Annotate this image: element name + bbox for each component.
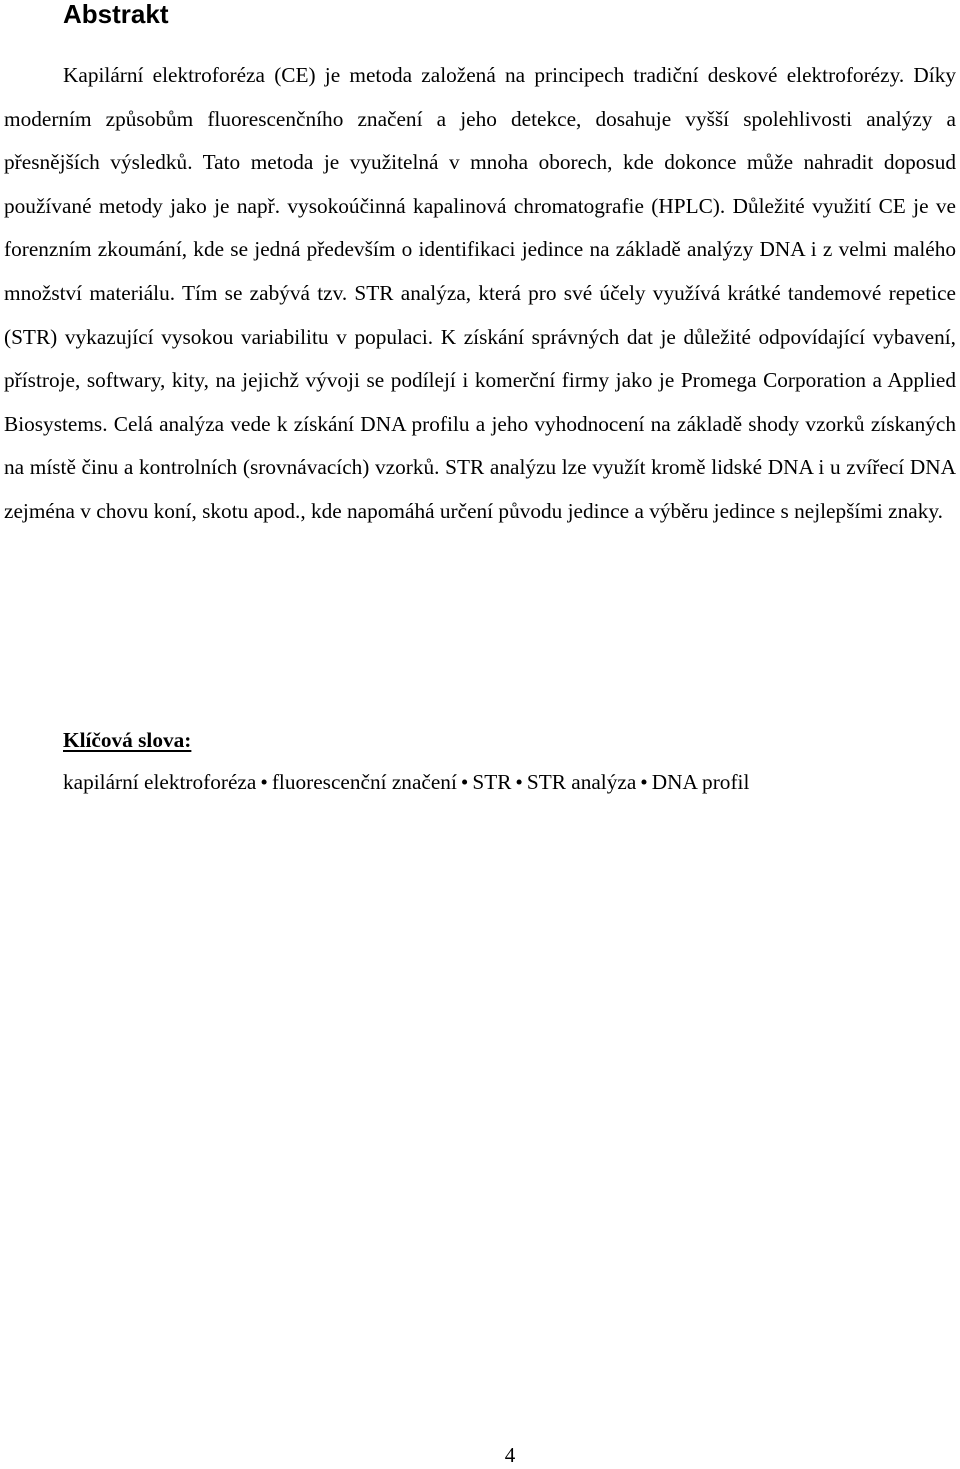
keyword-separator: • [260, 770, 268, 794]
keyword-separator: • [515, 770, 523, 794]
keyword-separator: • [640, 770, 648, 794]
keyword: fluorescenční značení [271, 770, 457, 794]
section-heading: Abstrakt [63, 0, 169, 29]
keyword: STR [472, 770, 512, 794]
abstract-paragraph: Kapilární elektroforéza (CE) je metoda založená na principech tradiční deskové elektroforézy. Díky moderním způsobům fluorescenčního značení a jeho detekce, dosahuje vyšší spolehlivosti analýzy a přesnějších výsledků. Tato metoda je využitelná v mnoha oborech, kde dokonce může nahradit doposud používané metody jako je např. vysokoúčinná kapalinová chromatografie (HPLC). Důležité využití CE je ve forenzním zkoumání, kde se jedná především o identifikaci jedince na základě analýzy DNA i z velmi malého množství materiálu. Tím se zabývá tzv. STR analýza, která pro své účely využívá krátké tandemové repetice (STR) vykazující vysokou variabilitu v populaci. K získání správných dat je důležité odpovídající vybavení, přístroje, softwary, kity, na jejichž vývoji se podílejí i komerční firmy jako je Promega Corporation a Applied Biosystems. Celá analýza vede k získání DNA profilu a jeho vyhodnocení na základě shody vzorků získaných na místě činu a kontrolních (srovnávacích) vzorků. STR analýzu lze využít kromě lidské DNA i u zvířecí DNA zejména v chovu koní, skotu apod., kde napomáhá určení původu jedince a výběru jedince s nejlepšími znaky. [4, 63, 956, 523]
keyword-separator: • [460, 770, 469, 794]
keyword: kapilární elektroforéza [63, 770, 257, 794]
keywords-line [63, 766, 749, 798]
keyword: DNA profil [651, 770, 750, 794]
keywords-label: Klíčová slova: [63, 728, 192, 752]
page-number: 4 [504, 1443, 516, 1467]
keyword: STR analýza [526, 770, 637, 794]
